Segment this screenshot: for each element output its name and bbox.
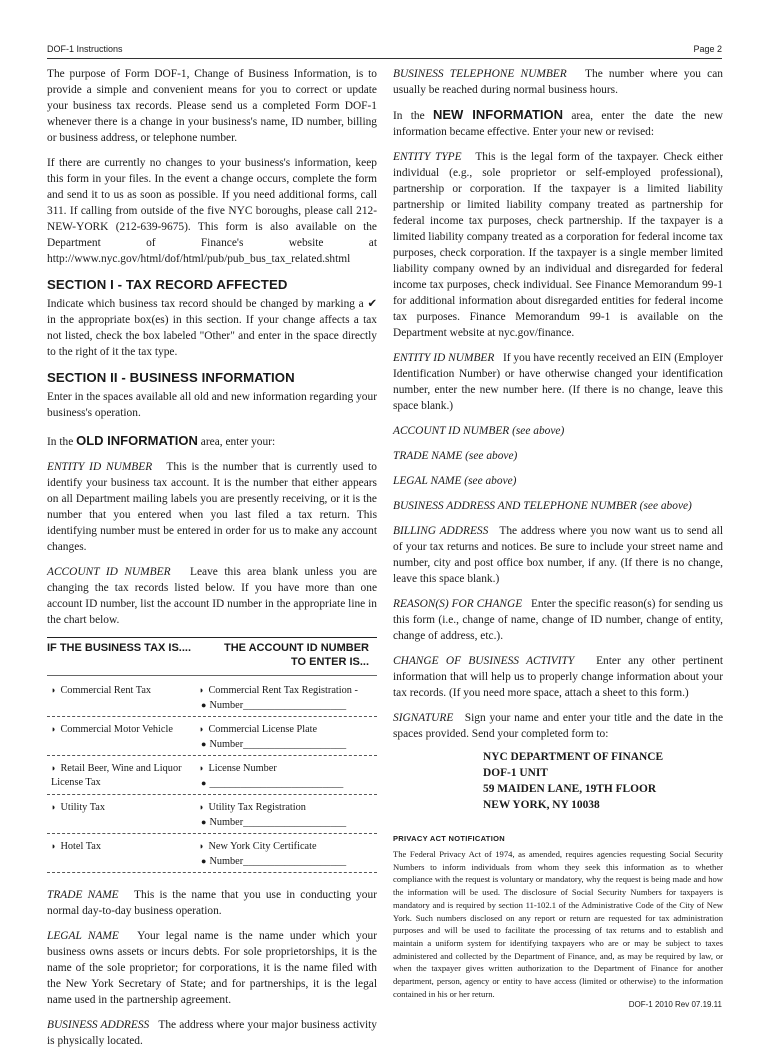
- table-row: [47, 797, 377, 834]
- account-id-cell: ◗ License Number ● __________________________: [199, 763, 344, 789]
- business-address-paragraph: BUSINESS ADDRESS The address where your major business activity is physically located.: [47, 1019, 377, 1047]
- privacy-text: The Federal Privacy Act of 1974, as amended, requires agencies requesting Social Security Numbers to inform individuals from whom they seek this information as to whether compliance with the request is voluntary or mandatory, why the request is being made and how the information will be used. The disclosure of Social Security Numbers for taxpayers is mandatory and is required by section 11-102.1 of the Administrative Code of the City of New York. Such numbers disclosed on any report or return are requested for tax administration purposes and will be used to facilitate the processing of tax returns and to establish and maintain a uniform system for identifying taxpayers who are or may be subject to taxes administered and collected by the Department of Finance, and, as may be required by law, or when the taxpayer gives written authorization to the Department of Finance for another department, person, agency or entity to have access (limited or otherwise) to the information contained in his or her return.: [393, 849, 723, 999]
- tax-type-cell: ◗ Commercial Rent Tax: [51, 685, 152, 696]
- table-header-tax: IF THE BUSINESS TAX IS....: [47, 642, 192, 654]
- bullet-icon: ◗: [51, 724, 57, 734]
- tax-type-cell: ◗ Commercial Motor Vehicle: [51, 724, 173, 735]
- tax-type-cell: ◗ Hotel Tax: [51, 841, 101, 852]
- privacy-title: PRIVACY ACT NOTIFICATION: [393, 834, 505, 843]
- tax-type-cell: ◗ Retail Beer, Wine and Liquor License Tax: [51, 763, 182, 788]
- reasons-term: REASON(S) FOR CHANGE: [393, 598, 523, 610]
- dot-icon: ●: [201, 739, 207, 749]
- header-page-number: Page 2: [693, 44, 722, 54]
- table-header-account: THE ACCOUNT ID NUMBER TO ENTER IS...: [223, 642, 369, 668]
- entity-id-term: ENTITY ID NUMBER: [47, 461, 153, 473]
- checkmark-icon: ✔: [367, 298, 377, 310]
- section-2-title: SECTION II - BUSINESS INFORMATION: [47, 370, 295, 385]
- phone-term: BUSINESS TELEPHONE NUMBER: [393, 68, 567, 80]
- bullet-icon: ◗: [51, 802, 57, 812]
- bullet-icon: ◗: [51, 763, 57, 773]
- signature-paragraph: SIGNATURE Sign your name and enter your title and the date in the spaces provided. Send your completed form to:: [393, 712, 723, 740]
- footer-revision: DOF-1 2010 Rev 07.19.11: [628, 1000, 722, 1009]
- bullet-icon: ◗: [199, 763, 205, 773]
- account-id-see-above: ACCOUNT ID NUMBER (see above): [393, 425, 565, 437]
- account-id-paragraph: ACCOUNT ID NUMBER Leave this area blank unless you are changing the tax records listed below. If you have more than one account ID number, list the account ID number in the appropriate line in the chart below.: [47, 566, 377, 626]
- account-id-cell: ◗ Commercial Rent Tax Registration - ● Number____________________: [199, 685, 358, 711]
- account-id-cell: ◗ Utility Tax Registration ● Number____________________: [199, 802, 347, 828]
- section-1-title: SECTION I - TAX RECORD AFFECTED: [47, 277, 288, 292]
- bullet-icon: ◗: [199, 724, 205, 734]
- bullet-icon: ◗: [199, 685, 205, 695]
- bullet-icon: ◗: [199, 841, 205, 851]
- new-information-intro: In the NEW INFORMATION area, enter the date the new information became effective. Enter your new or revised:: [393, 107, 723, 138]
- change-activity-paragraph: CHANGE OF BUSINESS ACTIVITY Enter any other pertinent information that will help us to properly change information about your tax records. (If you need more space, attach a sheet to this form.): [393, 655, 724, 699]
- entity-type-term: ENTITY TYPE: [393, 151, 462, 163]
- no-changes-paragraph: If there are currently no changes to your business's information, keep this form in your files. In the event a change occurs, complete the form and send it to us as soon as possible. If you need additional forms, call 311. If calling from outside of the five NYC boroughs, please call 212-NEW-YORK (212-639-9675). This form is also available on the Department of Finance's website at http://www.nyc.gov/html/dof/html/pub/pub_bus_tax_related.shtml: [47, 157, 377, 265]
- table-row: [47, 680, 377, 717]
- change-activity-term: CHANGE OF BUSINESS ACTIVITY: [393, 655, 575, 667]
- legal-name-see-above: LEGAL NAME (see above): [393, 475, 517, 487]
- trade-name-term: TRADE NAME: [47, 889, 119, 901]
- new-entity-id-term: ENTITY ID NUMBER: [393, 352, 495, 364]
- address-phone-see-above: BUSINESS ADDRESS AND TELEPHONE NUMBER (see above): [393, 500, 692, 512]
- legal-name-paragraph: LEGAL NAME Your legal name is the name under which your business owns assets or incurs debts. For sole proprietorships, it is the name of the sole proprietor; for corporations, it is the name filed with the New York Secretary of State; and for partnerships, it is the legal name used in the partnership agreement.: [47, 930, 378, 1006]
- header-form-name: DOF-1 Instructions: [47, 44, 123, 54]
- dot-icon: ●: [201, 778, 207, 788]
- bullet-icon: ◗: [51, 685, 57, 695]
- account-id-term: ACCOUNT ID NUMBER: [47, 566, 171, 578]
- bullet-icon: ◗: [51, 841, 57, 851]
- mailing-address: NYC DEPARTMENT OF FINANCE DOF-1 UNIT 59 MAIDEN LANE, 19TH FLOOR NEW YORK, NY 10038: [483, 751, 664, 811]
- trade-name-paragraph: TRADE NAME This is the name that you use in conducting your normal day-to-day business operation.: [47, 889, 377, 917]
- dot-icon: ●: [201, 817, 207, 827]
- tax-type-cell: ◗ Utility Tax: [51, 802, 106, 813]
- right-column: [393, 66, 723, 1000]
- new-entity-id-paragraph: ENTITY ID NUMBER If you have recently received an EIN (Employer Identification Number) or have otherwise changed your identification number, enter the new number here. (If there is no change, leave this space blank.): [393, 352, 723, 412]
- business-address-term: BUSINESS ADDRESS: [47, 1019, 150, 1031]
- trade-name-see-above: TRADE NAME (see above): [393, 450, 518, 462]
- billing-address-term: BILLING ADDRESS: [393, 525, 489, 537]
- legal-name-term: LEGAL NAME: [47, 930, 119, 942]
- table-row: [47, 719, 377, 756]
- section-2-text: Enter in the spaces available all old and new information regarding your business's operation.: [47, 391, 377, 419]
- phone-paragraph: BUSINESS TELEPHONE NUMBER The number where you can usually be reached during normal business hours.: [393, 68, 723, 96]
- account-id-cell: ◗ New York City Certificate ● Number____________________: [199, 841, 347, 867]
- table-header: [47, 641, 377, 676]
- signature-term: SIGNATURE: [393, 712, 454, 724]
- section-1-text: Indicate which business tax record should be changed by marking a ✔ in the appropriate box(es) in this section. If your change affects a tax not listed, check the box labeled "Other" and enter in the space directly to the right of it the tax type.: [47, 298, 377, 358]
- account-id-cell: ◗ Commercial License Plate ● Number____________________: [199, 724, 347, 750]
- purpose-paragraph: The purpose of Form DOF-1, Change of Business Information, is to provide a simple and convenient means for you to correct or update your business tax records. Please send us a completed Form DOF-1 whenever there is a change in your business's name, ID number, billing or business address, or telephone number.: [47, 68, 377, 144]
- billing-address-paragraph: BILLING ADDRESS The address where you now want us to send all of your tax returns and notices. Be sure to include your street name and number, city and post office box number, if any. (If there is no change, leave this space blank.): [393, 525, 724, 585]
- bullet-icon: ◗: [199, 802, 205, 812]
- dot-icon: ●: [201, 700, 207, 710]
- table-top-rule: [47, 637, 377, 638]
- left-column: [47, 66, 377, 1058]
- account-id-table: [47, 637, 377, 873]
- reasons-paragraph: REASON(S) FOR CHANGE Enter the specific reason(s) for sending us this form (i.e., change of name, change of ID number, change of entity, change of address, etc.).: [393, 598, 723, 642]
- table-row: [47, 758, 377, 795]
- header-divider: [47, 58, 722, 59]
- table-row: [47, 836, 377, 873]
- old-information-intro: In the OLD INFORMATION area, enter your:: [47, 433, 276, 448]
- dot-icon: ●: [201, 856, 207, 866]
- entity-id-paragraph: ENTITY ID NUMBER This is the number that is currently used to identify your business tax account. It is the number that either appears on all Department mailing labels you are presently receiving, or it is the number that you entered when you last filed a tax return. This identifying number must be entered in order for us to make any account changes.: [47, 461, 377, 553]
- entity-type-paragraph: ENTITY TYPE This is the legal form of the taxpayer. Check either individual (e.g., sole proprietor or self-employed professional), partnership or corporation. If the taxpayer is a limited liability partnership or limited liability company treated as partnership for federal income tax purposes, check partnership. If the taxpayer is a limited liability company treated as a corporation for federal income tax purposes, check corporation. If the taxpayer is a single member limited liability company owned by an individual and disregarded for federal income tax purposes, check individual. See Finance Memorandum 99-1 for additional information about disregarded entities for federal income tax purposes. Finance Memorandum 99-1 is available on the Department website at nyc.gov/finance.: [393, 151, 723, 339]
